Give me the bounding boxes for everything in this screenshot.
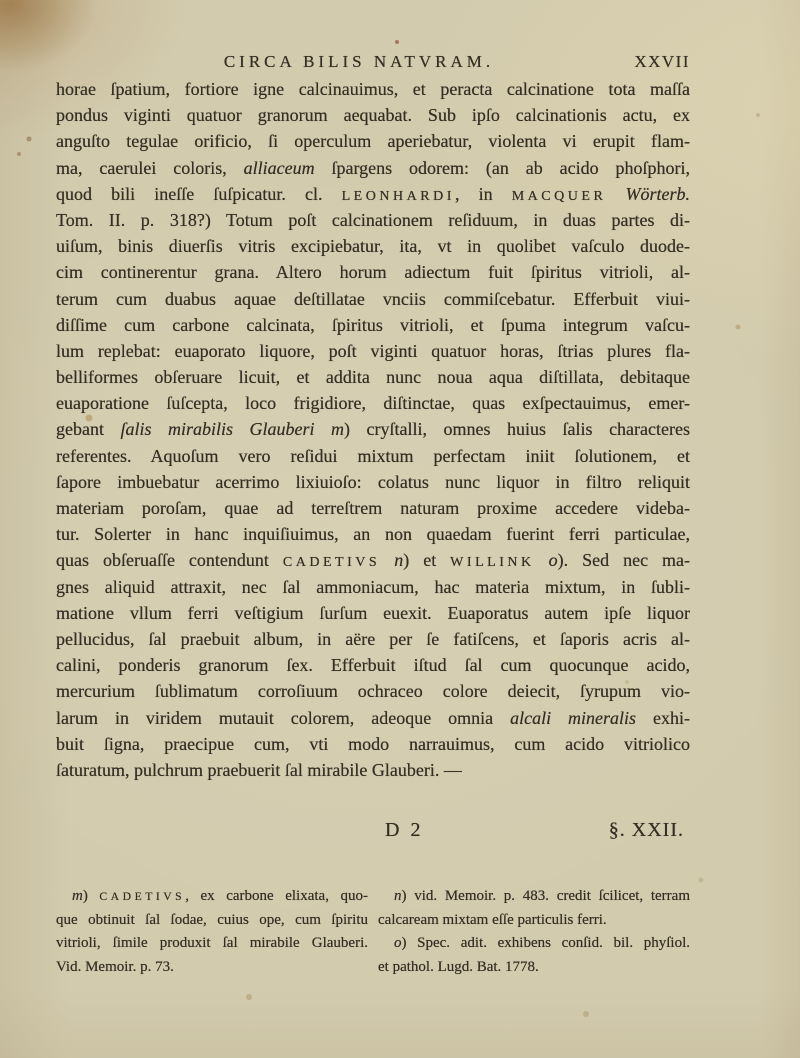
text-line (56, 181, 690, 207)
text-segment-smallcaps: CADETIVS (99, 890, 186, 903)
text-segment-smallcaps: LEONHARDI (341, 187, 455, 204)
text-line (56, 626, 690, 652)
text-segment-roman: quas obſeruaſſe contendunt (56, 550, 283, 571)
text-segment-italic: o (394, 935, 402, 951)
text-segment-roman: referentes. Aquoſum vero reſidui mixtum perfectam iniit ſolutionem, et (56, 445, 690, 466)
text-line (56, 909, 368, 933)
text-segment-smallcaps: MACQUER (511, 187, 607, 204)
text-segment-roman: ) cryſtalli, omnes huius ſalis characteres (344, 419, 690, 440)
text-segment-italic: Wörterb. (625, 183, 690, 204)
footnote-left-column (56, 885, 368, 979)
text-segment-roman: buit ſigna, praecipue cum, vti modo narrauimus, cum acido vitriolico (56, 733, 690, 754)
text-segment-roman: , ex carbone elixata, quo- (185, 888, 368, 904)
text-segment-roman: belliformes obſeruare licuit, et addita nunc noua aqua diſtillata, debitaque (56, 367, 690, 388)
text-line (378, 909, 690, 933)
text-segment-roman: calini, ponderis granorum ſex. Efferbuit iſtud ſal cum quocunque acido, (56, 655, 690, 676)
text-line (56, 259, 690, 285)
text-segment-smallcaps: CADETIVS (282, 554, 381, 571)
text-line (56, 76, 690, 102)
text-segment-roman: pondus viginti quatuor granorum aequabat. Sub ipſo calcinationis actu, ex (56, 105, 690, 126)
text-segment-roman: matione vllum ferri veſtigium ſurſum euexit. Euaporatus autem ipſe liquor (56, 602, 690, 623)
text-line (56, 678, 690, 704)
text-line (56, 312, 690, 338)
text-line (56, 364, 690, 390)
text-segment-roman: terum cum duabus aquae deſtillatae vnciis commiſcebatur. Efferbuit viui- (56, 288, 690, 309)
text-segment-roman: larum in viridem mutauit colorem, adeoque omnia (56, 707, 511, 728)
text-line (56, 705, 690, 731)
text-segment-italic: alcali mineralis (510, 707, 637, 728)
text-segment-italic: ſalis mirabilis Glauberi m (120, 419, 345, 440)
text-segment-italic: n (380, 550, 404, 571)
text-segment-roman: que obtinuit ſal ſodae, cuius ope, cum ſpiritu (56, 911, 368, 928)
text-segment-roman: materiam poroſam, quae ad terreſtrem naturam proxime accedere videba- (56, 498, 690, 518)
text-segment-italic: alliaceum (243, 157, 315, 178)
text-segment-roman: exhi- (636, 707, 690, 728)
text-segment-roman: mercurium ſublimatum corroſiuum ochraceo colore deiecit, ſyrupum vio- (56, 681, 690, 702)
text-segment-roman: Tom. II. p. 318?) Totum poſt calcinationem reſiduum, in duas partes di- (56, 209, 690, 230)
catchword: §. XXII. (608, 819, 684, 841)
signature-mark: D 2 (385, 819, 424, 841)
footnotes-section (0, 885, 800, 985)
text-line (56, 956, 368, 980)
text-line (56, 128, 690, 154)
text-line (56, 652, 690, 678)
text-segment-italic: m (72, 888, 83, 904)
text-line (56, 547, 690, 573)
text-segment-roman: pellucidus, ſal praebuit album, in aëre per ſe fatiſcens, et ſaporis acris al- (56, 628, 690, 649)
text-segment-roman: ). Sed nec ma- (557, 550, 690, 571)
text-line (56, 600, 690, 626)
text-segment-roman: horae ſpatium, fortiore igne calcinauimus, et peracta calcinatione tota maſſa (56, 79, 690, 99)
text-segment-roman: diſſime cum carbone calcinata, ſpiritus vitrioli, et ſpuma integrum vaſcu- (56, 314, 690, 335)
text-segment-roman: et pathol. Lugd. Bat. 1778. (378, 958, 539, 975)
text-segment-roman (606, 184, 625, 204)
text-segment-roman: ſapore imbuebatur acerrimo lixiuioſo: colatus nunc liquor in filtro reliquit (56, 471, 690, 492)
text-line (56, 521, 690, 547)
text-segment-roman: gnes aliquid attraxit, nec ſal ammoniacum, hac materia mixtum, in ſubli- (56, 576, 690, 597)
text-segment-roman: ) (82, 888, 100, 904)
text-segment-roman: tur. Solerter in hanc inquiſiuimus, an non quaedam fuerint ferri particulae, (56, 524, 690, 545)
text-line (56, 286, 690, 312)
text-line (56, 469, 690, 495)
footnote-right-column (378, 885, 690, 979)
text-line (56, 574, 690, 600)
text-line (56, 233, 690, 259)
text-segment-smallcaps: WILLINK (450, 554, 535, 571)
text-segment-roman: Vid. Memoir. p. 73. (56, 958, 174, 975)
text-segment-roman: cim continerentur grana. Altero horum adiectum fuit ſpiritus vitrioli, al- (56, 262, 690, 283)
text-line (56, 102, 690, 128)
text-line (56, 416, 690, 442)
text-line (378, 885, 690, 909)
signature-row (56, 819, 690, 843)
text-line (56, 885, 368, 909)
text-segment-roman: anguſto tegulae orificio, ſi operculum aperiebatur, violenta vi erupit flam- (56, 131, 690, 152)
text-segment-roman: ma, caerulei coloris, (56, 157, 244, 178)
text-line (56, 443, 690, 469)
running-title: CIRCA BILIS NATVRAM. (223, 52, 495, 71)
text-segment-roman: ) vid. Memoir. p. 483. credit ſcilicet, terram (401, 888, 690, 904)
page-number: XXVII (634, 52, 690, 71)
text-line (56, 731, 690, 757)
text-segment-roman: lum replebat: euaporato liquore, poſt viginti quatuor horas, ſtrias plures fla- (56, 340, 690, 361)
text-segment-roman: euaporatione ſuſcepta, loco frigidiore, diſtinctae, quas exſpectauimus, emer- (56, 393, 690, 414)
text-segment-italic: n (394, 888, 402, 904)
page-header (56, 52, 690, 74)
text-line (56, 207, 690, 233)
text-line (56, 932, 368, 956)
text-line (56, 155, 690, 181)
text-line (56, 495, 690, 521)
text-segment-roman: calcaream mixtam eſſe particulis ferri. (378, 911, 607, 928)
text-segment-roman: vitrioli, ſimile produxit ſal mirabile Glauberi. (56, 935, 368, 951)
text-segment-roman: uiſum, binis diuerſis vitris excipiebatur, ita, vt in quolibet vaſculo duode- (56, 236, 690, 257)
paper-foxing-specks (395, 40, 399, 44)
text-line (378, 956, 690, 980)
text-line (56, 390, 690, 416)
text-segment-roman: ſpargens odorem: (an ab acido phoſphori, (314, 157, 690, 178)
text-segment-roman: , in (454, 183, 512, 204)
text-segment-italic: o (534, 550, 558, 571)
text-line (378, 932, 690, 956)
body-text (56, 76, 690, 783)
text-segment-roman: ſaturatum, pulchrum praebuerit ſal mirabile Glauberi. — (56, 759, 462, 780)
text-segment-roman: gebant (56, 419, 121, 440)
text-line (56, 338, 690, 364)
text-segment-roman: ) et (403, 550, 451, 571)
text-line (56, 757, 690, 783)
text-segment-roman: ) Spec. adit. exhibens conſid. bil. phyſiol. (401, 935, 690, 951)
text-segment-roman: quod bili ineſſe ſuſpicatur. cl. (56, 183, 342, 204)
